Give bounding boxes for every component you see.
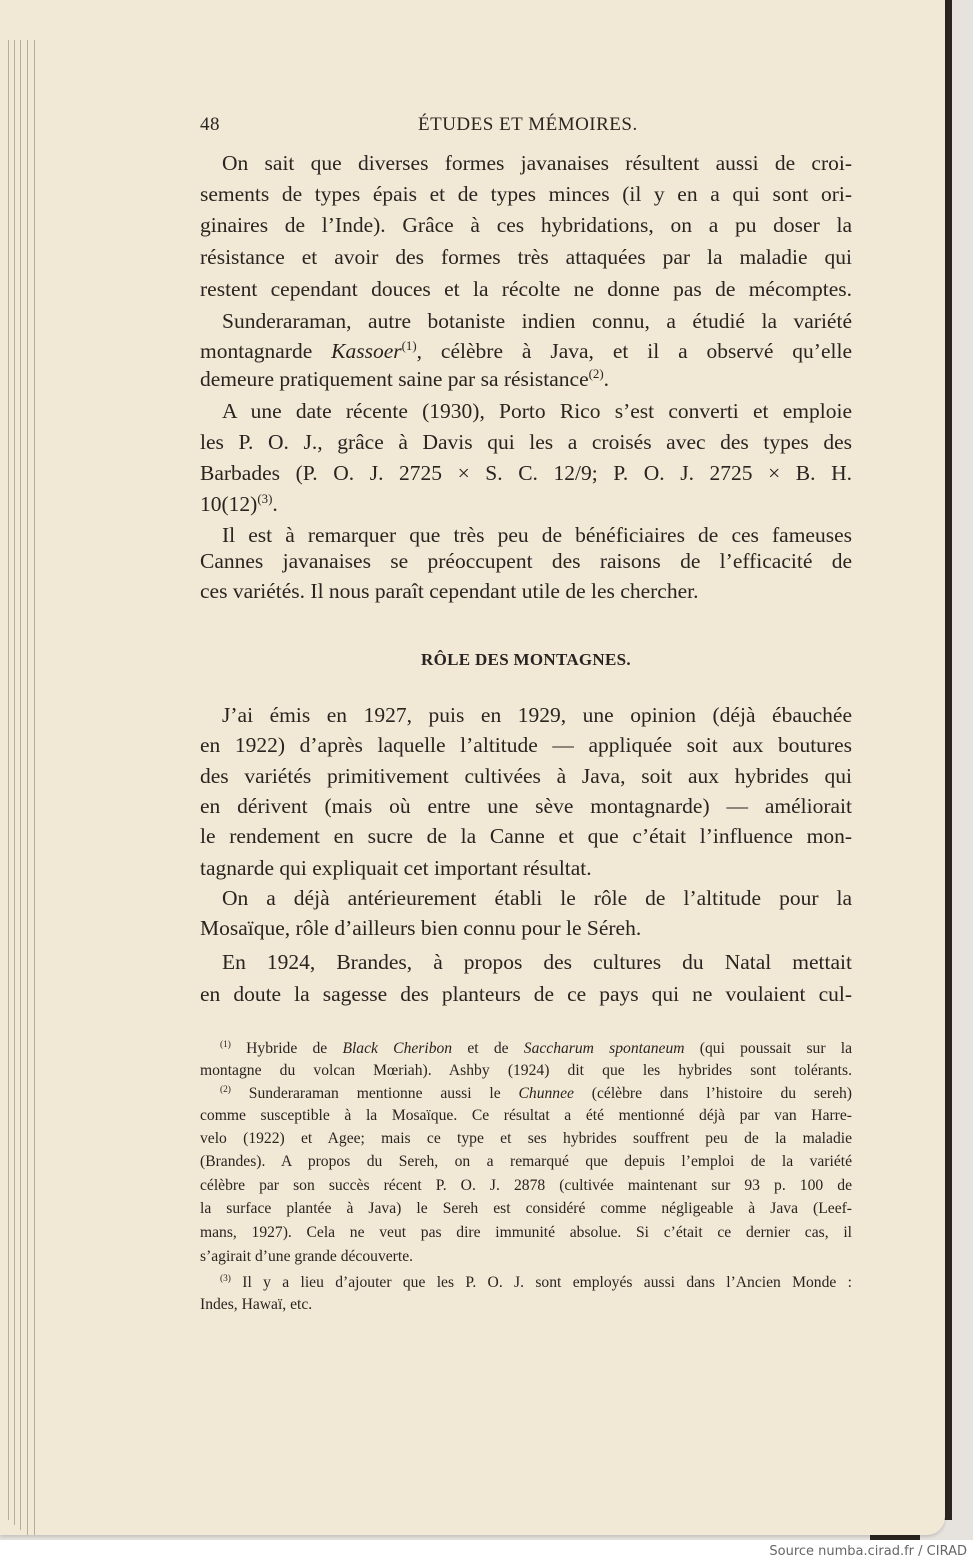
text-run: et de xyxy=(452,1040,524,1058)
text-run: la surface plantée à Java) le Sereh est considéré comme négligeable à Java (Leef- xyxy=(200,1200,852,1217)
text-line xyxy=(200,764,852,789)
text-run: On a déjà antérieurement établi le rôle de l’altitude pour la xyxy=(222,886,852,910)
text-run: Sunderaraman mentionne aussi le xyxy=(230,1085,519,1103)
footnote-line xyxy=(220,1274,852,1292)
text-run: En 1924, Brandes, à propos des cultures du Natal mettait xyxy=(222,950,852,974)
text-line xyxy=(222,309,852,334)
text-run: ces variétés. Il nous paraît cependant utile de les chercher. xyxy=(200,579,699,603)
text-run: restent cependant douces et la récolte ne donne pas de mécomptes. xyxy=(200,277,852,301)
text-run: Il est à remarquer que très peu de bénéficiaires de ces fameuses xyxy=(222,523,852,547)
section-heading: RÔLE DES MONTAGNES. xyxy=(421,650,631,669)
text-run: (célèbre dans l’histoire du sereh) xyxy=(573,1085,852,1103)
text-run: tagnarde qui expliquait cet important résultat. xyxy=(200,856,592,880)
text-run: J’ai émis en 1927, puis en 1929, une opinion (déjà ébauchée xyxy=(222,703,852,727)
text-run: les P. O. J., grâce à Davis qui les a croisés avec des types des xyxy=(200,430,852,454)
footnote-line xyxy=(220,1085,852,1103)
text-line xyxy=(222,399,852,424)
footnote-marker: (2) xyxy=(588,367,604,381)
text-line xyxy=(200,277,852,302)
text-line xyxy=(200,856,852,881)
text-line xyxy=(222,886,852,911)
text-run: résistance et avoir des formes très attaquées par la maladie qui xyxy=(200,245,852,269)
text-line xyxy=(200,339,852,364)
footnote-marker: (3) xyxy=(257,492,273,506)
footnote-line xyxy=(220,1040,852,1058)
text-run: des variétés primitivement cultivées à Java, soit aux hybrides qui xyxy=(200,764,852,788)
text-run: sements de types épais et de types minces (il y en a qui sont ori- xyxy=(200,182,852,206)
text-run: montagnarde xyxy=(200,339,332,364)
text-run: Chunnee xyxy=(518,1085,574,1103)
page-number: 48 xyxy=(200,114,220,135)
text-run: Mosaïque, rôle d’ailleurs bien connu pour le Séreh. xyxy=(200,916,642,940)
text-line xyxy=(200,367,852,392)
source-credit: Source numba.cirad.fr / CIRAD xyxy=(769,1544,967,1559)
text-line xyxy=(200,492,852,517)
text-line xyxy=(200,916,852,941)
text-line xyxy=(200,579,852,604)
footnote-line xyxy=(200,1224,852,1242)
text-line xyxy=(222,151,852,176)
footnote-marker: (3) xyxy=(220,1274,231,1284)
footnote-line xyxy=(200,1177,852,1195)
footnote-marker: (1) xyxy=(220,1040,231,1050)
text-line xyxy=(222,703,852,728)
text-run: Cannes javanaises se préoccupent des raisons de l’efficacité de xyxy=(200,549,852,573)
running-title: ÉTUDES ET MÉMOIRES. xyxy=(418,114,638,135)
text-line xyxy=(200,182,852,207)
footnote-line xyxy=(200,1200,852,1218)
text-run: Kassoer xyxy=(331,339,402,364)
text-run: (Brandes). A propos du Sereh, on a remarqué que depuis l’emploi de la variété xyxy=(200,1153,852,1170)
text-run: A une date récente (1930), Porto Rico s’est converti et emploie xyxy=(222,399,852,423)
text-run: ginaires de l’Inde). Grâce à ces hybridations, on a pu doser la xyxy=(200,213,852,237)
text-line xyxy=(222,950,852,975)
text-run: en doute la sagesse des planteurs de ce pays qui ne voulaient cul- xyxy=(200,982,852,1006)
footnote-line xyxy=(200,1130,852,1148)
text-run: Saccharum spontaneum xyxy=(523,1040,685,1058)
text-run: , célèbre à Java, et il a observé qu’elle xyxy=(416,339,852,364)
text-line xyxy=(200,549,852,574)
text-run: s’agirait d’une grande découverte. xyxy=(200,1248,414,1265)
text-run: . xyxy=(603,367,610,392)
text-run: montagne du volcan Mœriah). Ashby (1924) dit que les hybrides sont tolérants. xyxy=(200,1062,852,1079)
text-run: Barbades (P. O. J. 2725 × S. C. 12/9; P. O. J. 2725 × B. H. xyxy=(200,461,852,485)
text-run: célèbre par son succès récent P. O. J. 2878 (cultivée maintenant sur 93 p. 100 de xyxy=(200,1177,852,1194)
text-run: Il y a lieu d’ajouter que les P. O. J. sont employés aussi dans l’Ancien Monde : xyxy=(230,1274,852,1292)
text-line xyxy=(200,733,852,758)
text-line xyxy=(200,430,852,455)
text-run: Sunderaraman, autre botaniste indien connu, a étudié la variété xyxy=(222,309,852,333)
text-run: . xyxy=(272,492,278,517)
text-run: le rendement en sucre de la Canne et que c’était l’influence mon- xyxy=(200,824,852,848)
text-line xyxy=(200,245,852,270)
text-line xyxy=(200,213,852,238)
footnote-line xyxy=(200,1062,852,1080)
page-edge xyxy=(8,40,9,1520)
footnote-line xyxy=(200,1107,852,1125)
footnote-marker: (2) xyxy=(220,1085,231,1095)
text-line xyxy=(222,523,852,548)
text-run: demeure pratiquement saine par sa résistance xyxy=(200,367,589,392)
page-edge xyxy=(14,40,15,1525)
text-run: mans, 1927). Cela ne veut pas dire immunité absolue. Si c’était ce dernier cas, il xyxy=(200,1224,852,1241)
page-edge xyxy=(27,40,28,1535)
footnote-line xyxy=(200,1296,852,1314)
text-line xyxy=(200,461,852,486)
footnote-line xyxy=(200,1248,852,1266)
text-run: en dérivent (mais où entre une sève montagnarde) — améliorait xyxy=(200,794,852,818)
text-run: On sait que diverses formes javanaises résultent aussi de croi- xyxy=(222,151,852,175)
text-run: (qui poussait sur la xyxy=(684,1040,853,1058)
text-run: Indes, Hawaï, etc. xyxy=(200,1296,313,1313)
page-edge xyxy=(20,40,21,1530)
page-edge xyxy=(34,40,35,1535)
text-run: comme susceptible à la Mosaïque. Ce résultat a été mentionné déjà par van Harre- xyxy=(200,1107,852,1124)
text-run: en 1922) d’après laquelle l’altitude — appliquée soit aux boutures xyxy=(200,733,852,757)
footnote-line xyxy=(200,1153,852,1171)
footnote-marker: (1) xyxy=(401,339,417,353)
text-line xyxy=(200,824,852,849)
text-run: velo (1922) et Agee; mais ce type et ses hybrides souffrent peu de la maladie xyxy=(200,1130,852,1147)
text-line xyxy=(200,794,852,819)
text-run: Black Cheribon xyxy=(342,1040,453,1058)
text-run: Hybride de xyxy=(230,1040,343,1058)
text-run: 10(12) xyxy=(200,492,258,517)
text-line xyxy=(200,982,852,1007)
